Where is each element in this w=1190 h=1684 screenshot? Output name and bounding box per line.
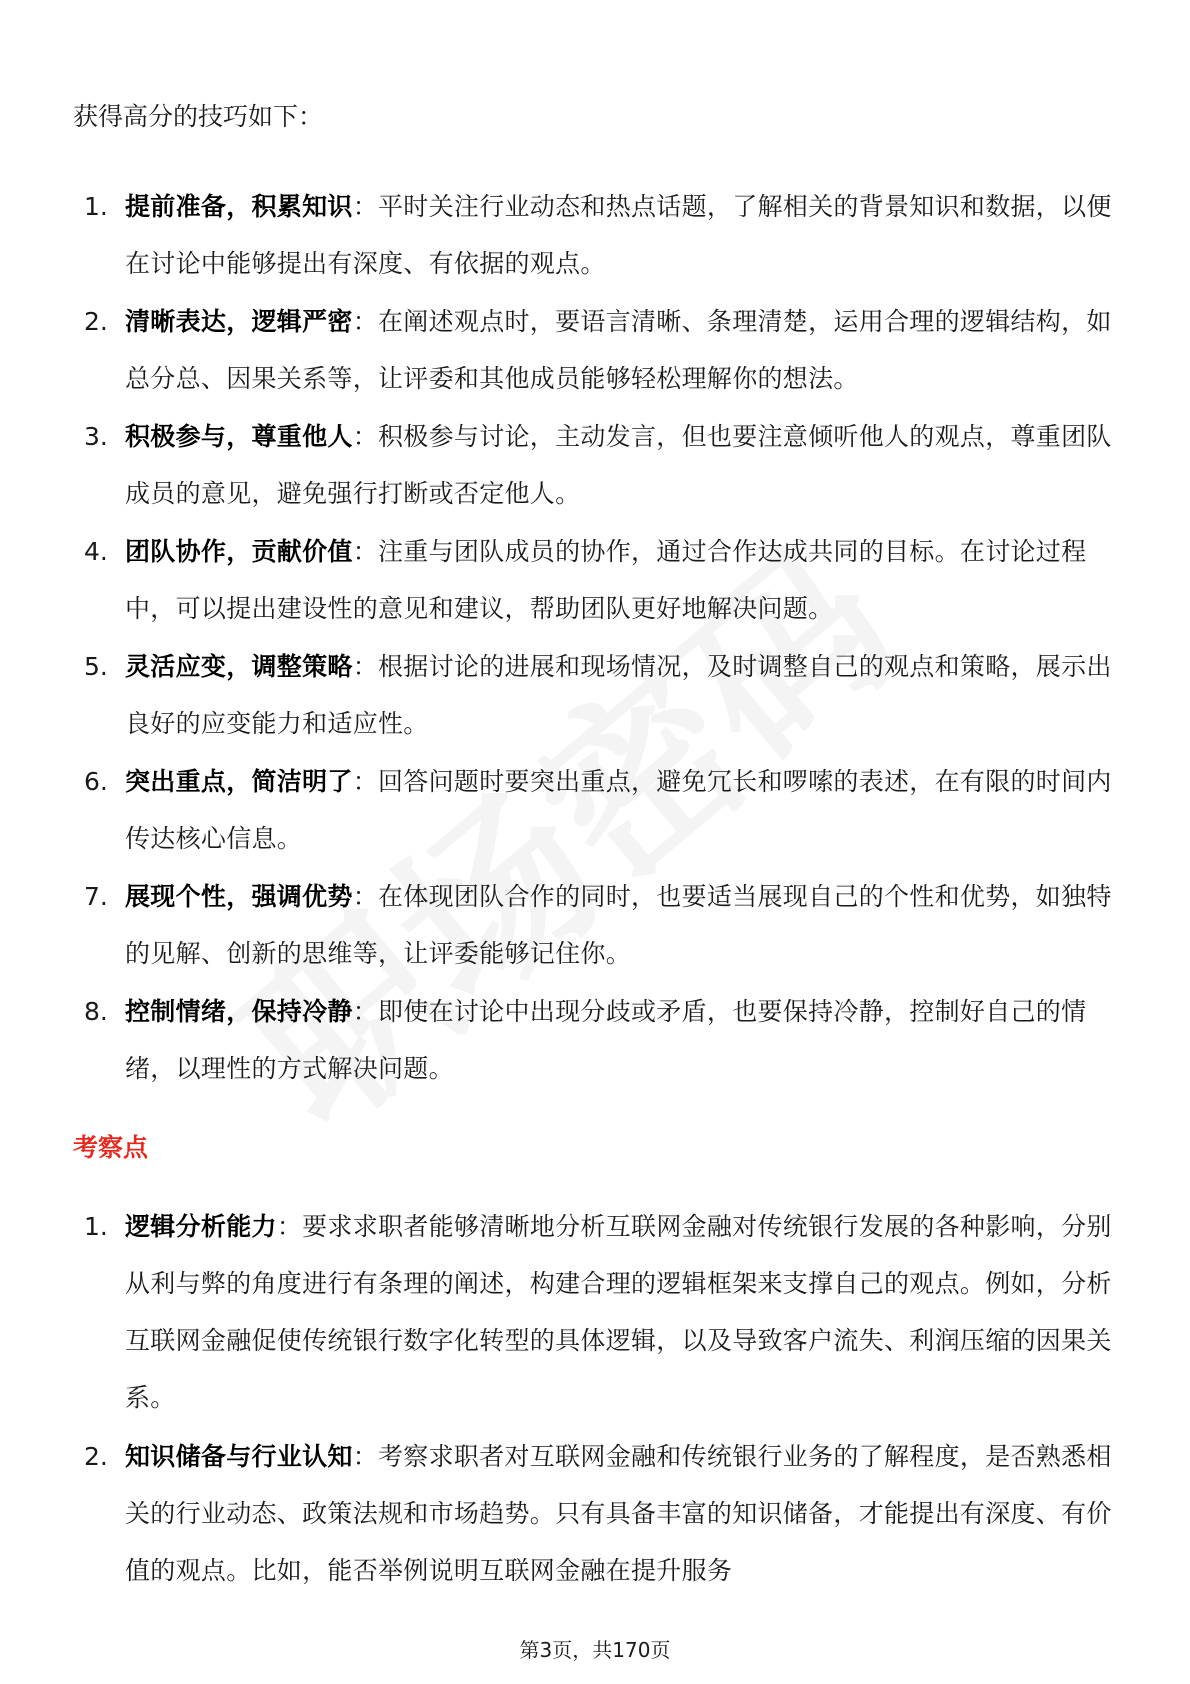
item-text xyxy=(125,1428,1115,1599)
item-heading: 团队协作，贡献价值 xyxy=(125,537,353,566)
item-text xyxy=(125,408,1115,522)
item-number: 2. xyxy=(84,307,108,336)
item-body: ：积极参与讨论，主动发言，但也要注意倾听他人的观点，尊重团队成员的意见，避免强行打断或否定他人。 xyxy=(125,422,1112,508)
item-heading: 控制情绪，保持冷静 xyxy=(125,997,353,1026)
item-body: ：根据讨论的进展和现场情况，及时调整自己的观点和策略，展示出良好的应变能力和适应性。 xyxy=(125,652,1112,738)
item-heading: 灵活应变，调整策略 xyxy=(125,652,353,681)
item-body: ：要求求职者能够清晰地分析互联网金融对传统银行发展的各种影响，分别从利与弊的角度进行有条理的阐述，构建合理的逻辑框架来支撑自己的观点。例如，分析互联网金融促使传统银行数字化转型的具体逻辑，以及导致客户流失、利润压缩的因果关系。 xyxy=(125,1212,1112,1412)
item-number: 2. xyxy=(84,1442,108,1471)
item-text xyxy=(125,638,1115,752)
list-item xyxy=(0,523,1190,638)
list-item xyxy=(0,638,1190,753)
list-item xyxy=(0,178,1190,293)
list-item xyxy=(0,868,1190,983)
intro-text: 获得高分的技巧如下： xyxy=(73,102,324,131)
item-body: ：注重与团队成员的协作，通过合作达成共同的目标。在讨论过程中，可以提出建设性的意见和建议，帮助团队更好地解决问题。 xyxy=(125,537,1087,623)
item-number: 7. xyxy=(84,882,108,911)
item-text xyxy=(125,523,1115,637)
item-number: 3. xyxy=(84,422,108,451)
item-text xyxy=(125,1198,1115,1426)
item-text xyxy=(125,753,1115,867)
page-number-footer: 第3页，共170页 xyxy=(519,1638,671,1662)
item-number: 1. xyxy=(84,1212,108,1241)
list-item xyxy=(0,1198,1190,1428)
list-item xyxy=(0,293,1190,408)
item-heading: 突出重点，简洁明了 xyxy=(125,767,353,796)
item-text xyxy=(125,293,1115,407)
item-body: ：即使在讨论中出现分歧或矛盾，也要保持冷静，控制好自己的情绪，以理性的方式解决问题。 xyxy=(125,997,1087,1083)
points-list xyxy=(0,1198,1190,1600)
item-heading: 清晰表达，逻辑严密 xyxy=(125,307,353,336)
item-heading: 展现个性，强调优势 xyxy=(125,882,353,911)
item-heading: 逻辑分析能力 xyxy=(125,1212,277,1241)
item-number: 5. xyxy=(84,652,108,681)
list-item xyxy=(0,753,1190,868)
list-item xyxy=(0,983,1190,1098)
item-text xyxy=(125,868,1115,982)
item-number: 4. xyxy=(84,537,108,566)
item-text xyxy=(125,983,1115,1097)
item-number: 1. xyxy=(84,192,108,221)
tips-list xyxy=(0,178,1190,1098)
item-body: ：在体现团队合作的同时，也要适当展现自己的个性和优势，如独特的见解、创新的思维等，让评委能够记住你。 xyxy=(125,882,1112,968)
item-body: ：考察求职者对互联网金融和传统银行业务的了解程度，是否熟悉相关的行业动态、政策法规和市场趋势。只有具备丰富的知识储备，才能提出有深度、有价值的观点。比如，能否举例说明互联网金融在提升服务 xyxy=(125,1442,1112,1585)
item-number: 6. xyxy=(84,767,108,796)
list-item xyxy=(0,1428,1190,1600)
item-text xyxy=(125,178,1115,292)
item-heading: 积极参与，尊重他人 xyxy=(125,422,353,451)
item-number: 8. xyxy=(84,997,108,1026)
item-body: ：回答问题时要突出重点，避免冗长和啰嗦的表述，在有限的时间内传达核心信息。 xyxy=(125,767,1112,853)
list-item xyxy=(0,408,1190,523)
item-body: ：平时关注行业动态和热点话题，了解相关的背景知识和数据，以便在讨论中能够提出有深度、有依据的观点。 xyxy=(125,192,1112,278)
item-heading: 提前准备，积累知识 xyxy=(125,192,353,221)
item-heading: 知识储备与行业认知 xyxy=(125,1442,353,1471)
section-title: 考察点 xyxy=(73,1133,149,1162)
item-body: ：在阐述观点时，要语言清晰、条理清楚，运用合理的逻辑结构，如总分总、因果关系等，让评委和其他成员能够轻松理解你的想法。 xyxy=(125,307,1112,393)
